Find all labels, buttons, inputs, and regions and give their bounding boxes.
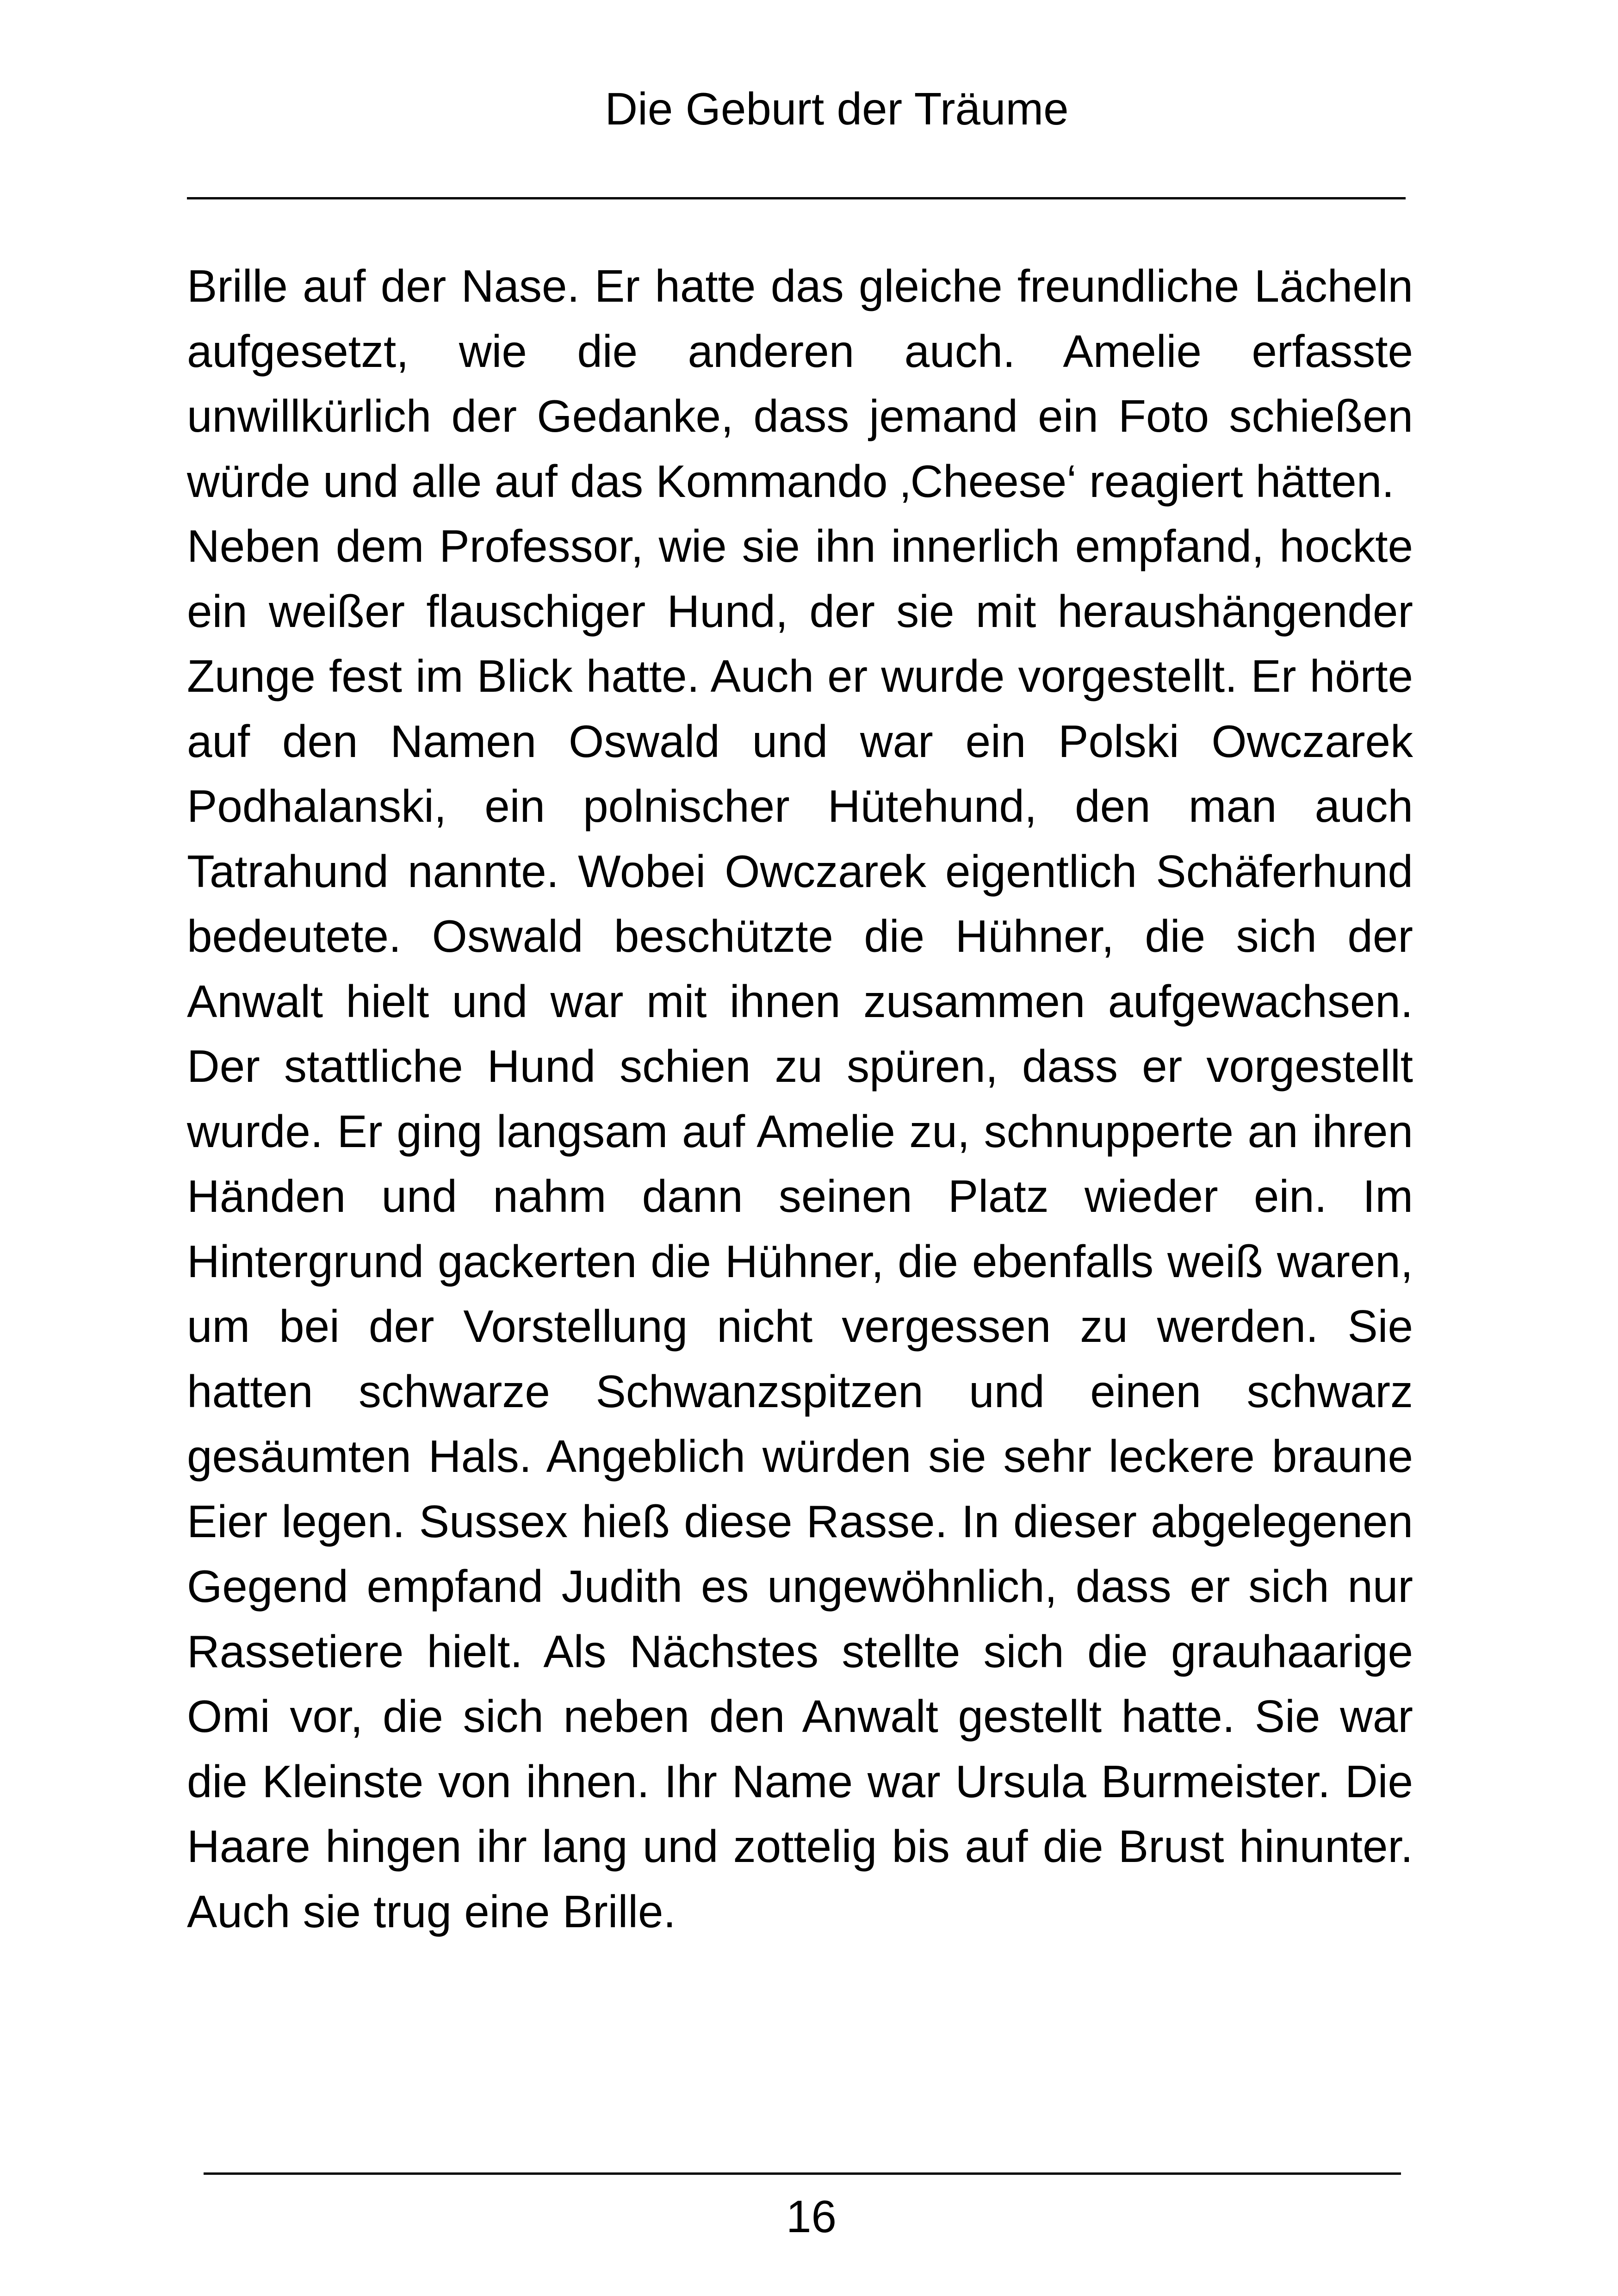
page-number: 16 <box>786 2191 837 2242</box>
paragraph: Neben dem Professor, wie sie ihn innerlich empfand, hockte ein weißer flauschiger Hund, der sie mit heraushängender Zunge fest im Blick hatte. Auch er wurde vorgestellt. Er hörte auf den Namen Oswald und war ein Polski Owczarek Podhalanski, ein polnischer Hütehund, den man auch Tatrahund nannte. Wobei Owczarek eigentlich Schäferhund bedeutete. Oswald beschützte die Hühner, die sich der Anwalt hielt und war mit ihnen zusammen aufgewachsen. Der stattliche Hund schien zu spüren, dass er vorgestellt wurde. Er ging langsam auf Amelie zu, schnupperte an ihren Händen und nahm dann seinen Platz wieder ein. Im Hintergrund gackerten die Hühner, die ebenfalls weiß waren, um bei der Vorstellung nicht vergessen zu werden. Sie hatten schwarze Schwanzspitzen und einen schwarz gesäumten Hals. Angeblich würden sie sehr leckere braune Eier legen. Sussex hieß diese Rasse. In dieser abgelegenen Gegend empfand Judith es ungewöhnlich, dass er sich nur Rassetiere hielt. Als Nächstes stellte sich die grauhaarige Omi vor, die sich neben den Anwalt gestellt hatte. Sie war die Kleinste von ihnen. Ihr Name war Ursula Burmeister. Die Haare hingen ihr lang und zottelig bis auf die Brust hinunter. Auch sie trug eine Brille. <box>187 521 1413 1937</box>
header-rule <box>187 197 1406 199</box>
running-header: Die Geburt der Träume <box>605 83 1069 134</box>
footer-rule <box>204 2172 1401 2175</box>
page-body <box>187 254 1413 1944</box>
paragraph: Brille auf der Nase. Er hatte das gleiche freundliche Lächeln aufgesetzt, wie die anderen auch. Amelie erfasste unwillkürlich der Gedanke, dass jemand ein Foto schießen würde und alle auf das Kommando ‚Cheese‘ reagiert hätten. <box>187 261 1413 507</box>
